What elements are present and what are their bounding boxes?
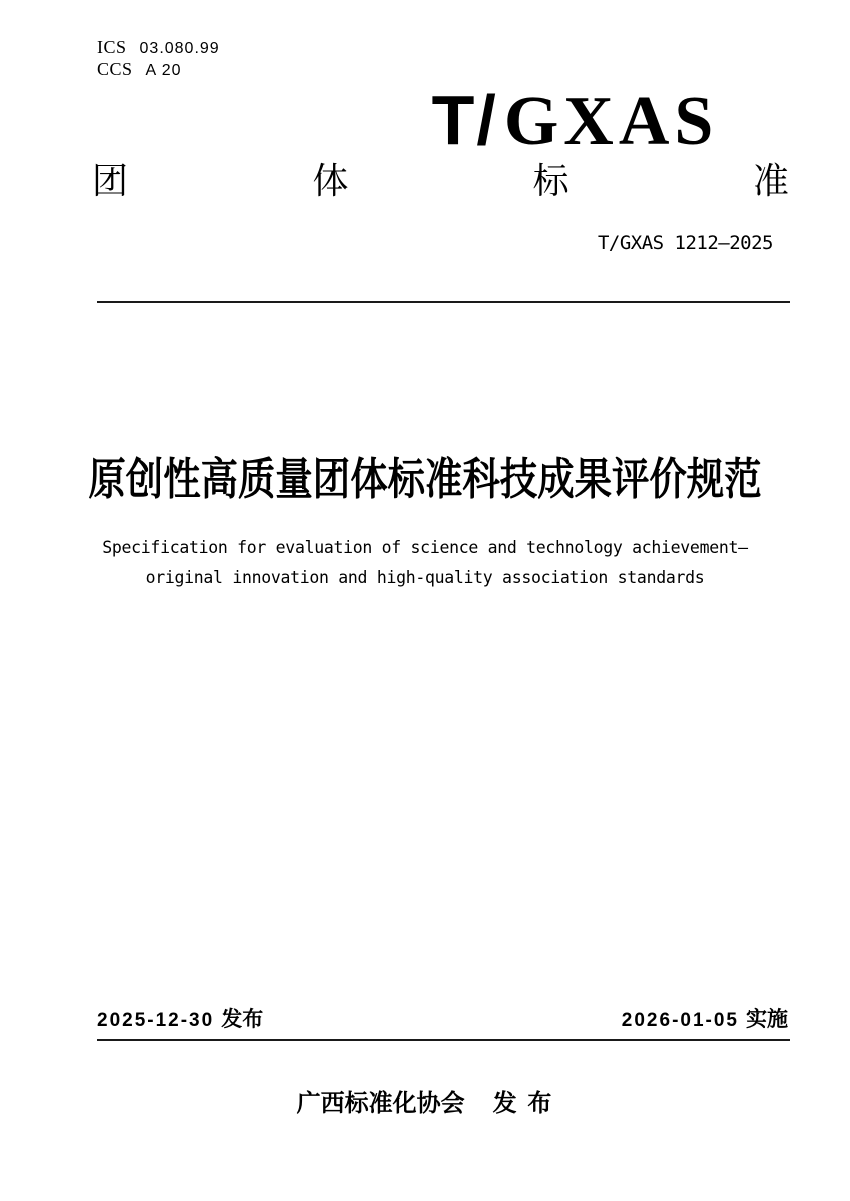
logo-prefix-text: T/ (431, 81, 498, 159)
logo-letters-text: GXAS (503, 83, 719, 160)
footer-rule (97, 1039, 790, 1041)
title-chinese-text: 原创性高质量团体标准科技成果评价规范 (88, 455, 762, 504)
category-char-2: 体 (312, 160, 349, 201)
ics-row (97, 37, 220, 59)
implementation-date: 2026-01-05 (621, 1010, 739, 1031)
header-rule (97, 301, 790, 303)
classification-codes (97, 37, 220, 81)
ics-code: 03.080.99 (139, 40, 220, 57)
ccs-row (97, 59, 220, 81)
category-char-3: 标 (532, 160, 569, 201)
title-chinese (0, 451, 850, 509)
category-char-4: 准 (752, 160, 789, 201)
date-row (97, 1005, 788, 1037)
release-date: 2025-12-30 (97, 1010, 215, 1031)
ccs-label: CCS (97, 59, 133, 79)
publisher-line (0, 1088, 850, 1120)
title-english-line2: original innovation and high-quality association standards (145, 568, 705, 587)
standard-number: T/GXAS 1212—2025 (597, 232, 773, 254)
category-banner (92, 158, 789, 204)
implementation-date-group (622, 1005, 788, 1037)
implementation-label: 实施 (746, 1008, 788, 1031)
release-label: 发布 (221, 1008, 264, 1031)
ics-label: ICS (97, 37, 127, 57)
category-char-1: 团 (92, 160, 129, 201)
publisher-name: 广西标准化协会 (296, 1090, 465, 1117)
standard-body-logo (0, 80, 850, 162)
title-english-line1: Specification for evaluation of science and technology achievement— (102, 538, 748, 557)
release-date-group (97, 1005, 263, 1037)
ccs-code: A 20 (145, 62, 182, 79)
publish-action: 发 布 (492, 1090, 554, 1117)
title-english (0, 533, 850, 593)
